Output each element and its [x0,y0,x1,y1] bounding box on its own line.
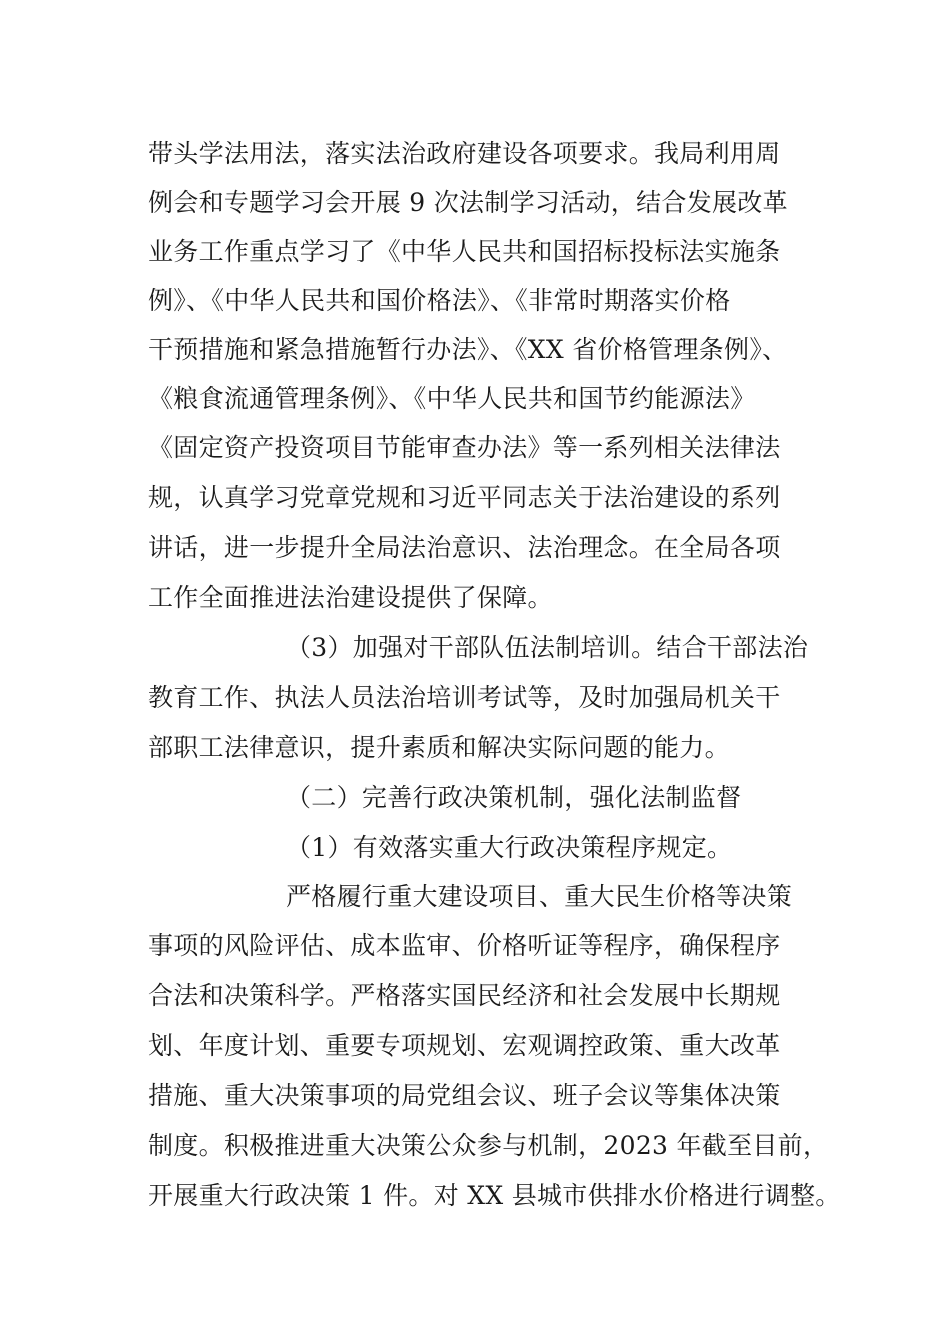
text-line: 工作全面推进法治建设提供了保障。 [148,583,553,612]
text-line: 例会和专题学习会开展 9 次法制学习活动，结合发展改革 [148,188,788,217]
text-line: 讲话，进一步提升全局法治意识、法治理念。在全局各项 [148,533,781,562]
section-heading-2: （二）完善行政决策机制，强化法制监督 [286,783,742,812]
text-line: 教育工作、执法人员法治培训考试等，及时加强局机关干 [148,683,781,712]
text-line: 带头学法用法，落实法治政府建设各项要求。我局利用周 [148,139,781,168]
text-line: 划、年度计划、重要专项规划、宏观调控政策、重大改革 [148,1031,781,1060]
text-line: 干预措施和紧急措施暂行办法》、《XX 省价格管理条例》、 [148,335,788,364]
text-line: 《固定资产投资项目节能审查办法》等一系列相关法律法 [148,433,781,462]
text-line: 措施、重大决策事项的局党组会议、班子会议等集体决策 [148,1081,781,1110]
text-line: 业务工作重点学习了《中华人民共和国招标投标法实施条 [148,237,781,266]
text-line: 部职工法律意识，提升素质和解决实际问题的能力。 [148,733,730,762]
paragraph-start: 严格履行重大建设项目、重大民生价格等决策 [286,882,793,911]
subheading-3-strengthen-training: （3）加强对干部队伍法制培训。结合干部法治 [286,633,809,662]
text-line: 开展重大行政决策 1 件。对 XX 县城市供排水价格进行调整。 [148,1181,841,1210]
text-line: 事项的风险评估、成本监审、价格听证等程序，确保程序 [148,931,781,960]
text-line: 合法和决策科学。严格落实国民经济和社会发展中长期规 [148,981,781,1010]
text-line: 制度。积极推进重大决策公众参与机制，2023 年截至目前， [148,1131,829,1160]
text-line: 例》、《中华人民共和国价格法》、《非常时期落实价格 [148,286,731,315]
text-line: 规，认真学习党章党规和习近平同志关于法治建设的系列 [148,483,781,512]
subheading-1-decision-procedure: （1）有效落实重大行政决策程序规定。 [286,833,733,862]
text-line: 《粮食流通管理条例》、《中华人民共和国节约能源法》 [148,384,756,413]
